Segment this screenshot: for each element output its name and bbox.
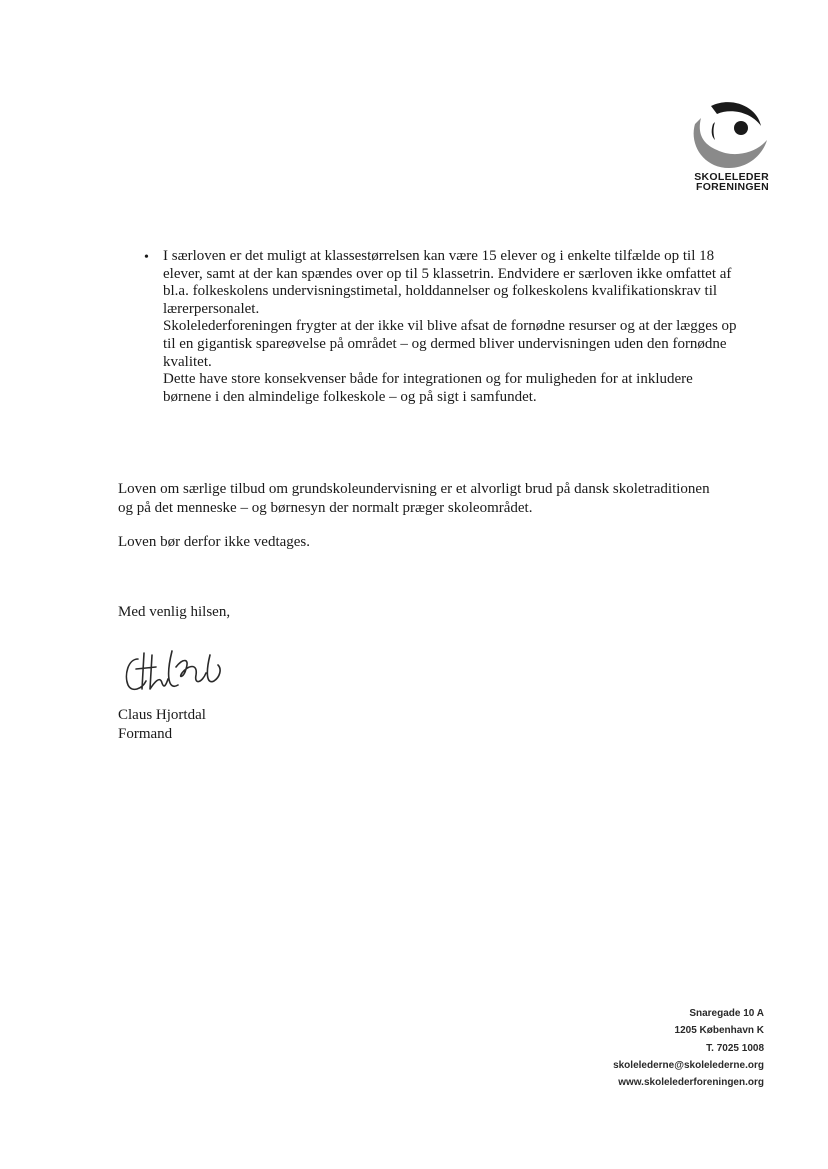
logo-top-arc [711, 102, 761, 126]
signature-scribble [122, 645, 226, 699]
address-phone: T. 7025 1008 [706, 1042, 764, 1054]
bullet-body [163, 248, 740, 406]
address-block [613, 1005, 764, 1091]
greeting: Med venlig hilsen, [118, 604, 231, 620]
organization-logo [689, 98, 769, 192]
logo-text-line1: SKOLELEDER [694, 171, 769, 183]
address-web: www.skolelederforeningen.org [618, 1077, 764, 1089]
logo-text-line2: FORENINGEN [695, 181, 769, 193]
logo-inner-curve [712, 122, 715, 140]
bullet-point [144, 248, 740, 406]
signer-block [118, 706, 206, 744]
address-city: 1205 København K [674, 1025, 764, 1037]
law-paragraph: Loven om særlige tilbud om grundskoleundervisning er et alvorligt brud på dansk skoletraditionen og på det menneske – og børnesyn der normalt præger skoleområdet. [118, 481, 710, 516]
logo-mark-icon [691, 98, 767, 170]
logo-bottom-swoosh [694, 118, 767, 168]
bullet-marker: • [144, 250, 149, 265]
bullet-paragraph-1: I særloven er det muligt at klassestørrelsen kan være 15 elever og i enkelte tilfælde op til 18 elever, samt at der kan spændes over op til 5 klassetrin. Endvidere er særloven ikke omfattet af bl.a. folkeskolens undervisningstimetal, holddannelser og folkeskolens kvalifikationskrav til lærerpersonalet. [163, 248, 732, 317]
signer-title: Formand [118, 726, 173, 742]
bullet-paragraph-3: Dette have store konsekvenser både for integrationen og for muligheden for at inkludere børnene i den almindelige folkeskole – og på sigt i samfundet. [163, 371, 693, 405]
address-street: Snaregade 10 A [689, 1008, 764, 1019]
handwritten-signature [122, 645, 226, 704]
recommendation-paragraph: Loven bør derfor ikke vedtages. [118, 534, 311, 550]
bullet-paragraph-2: Skolelederforeningen frygter at der ikke vil blive afsat de fornødne resurser og at der lægges op til en gigantisk spareøvelse på området – og dermed bliver undervisningen uden den fornødne kvalitet. [163, 318, 737, 370]
signer-name: Claus Hjortdal [118, 707, 206, 723]
logo-dot [734, 121, 748, 135]
address-email: skolelederne@skolelederne.org [613, 1059, 764, 1071]
logo-text [689, 172, 769, 192]
